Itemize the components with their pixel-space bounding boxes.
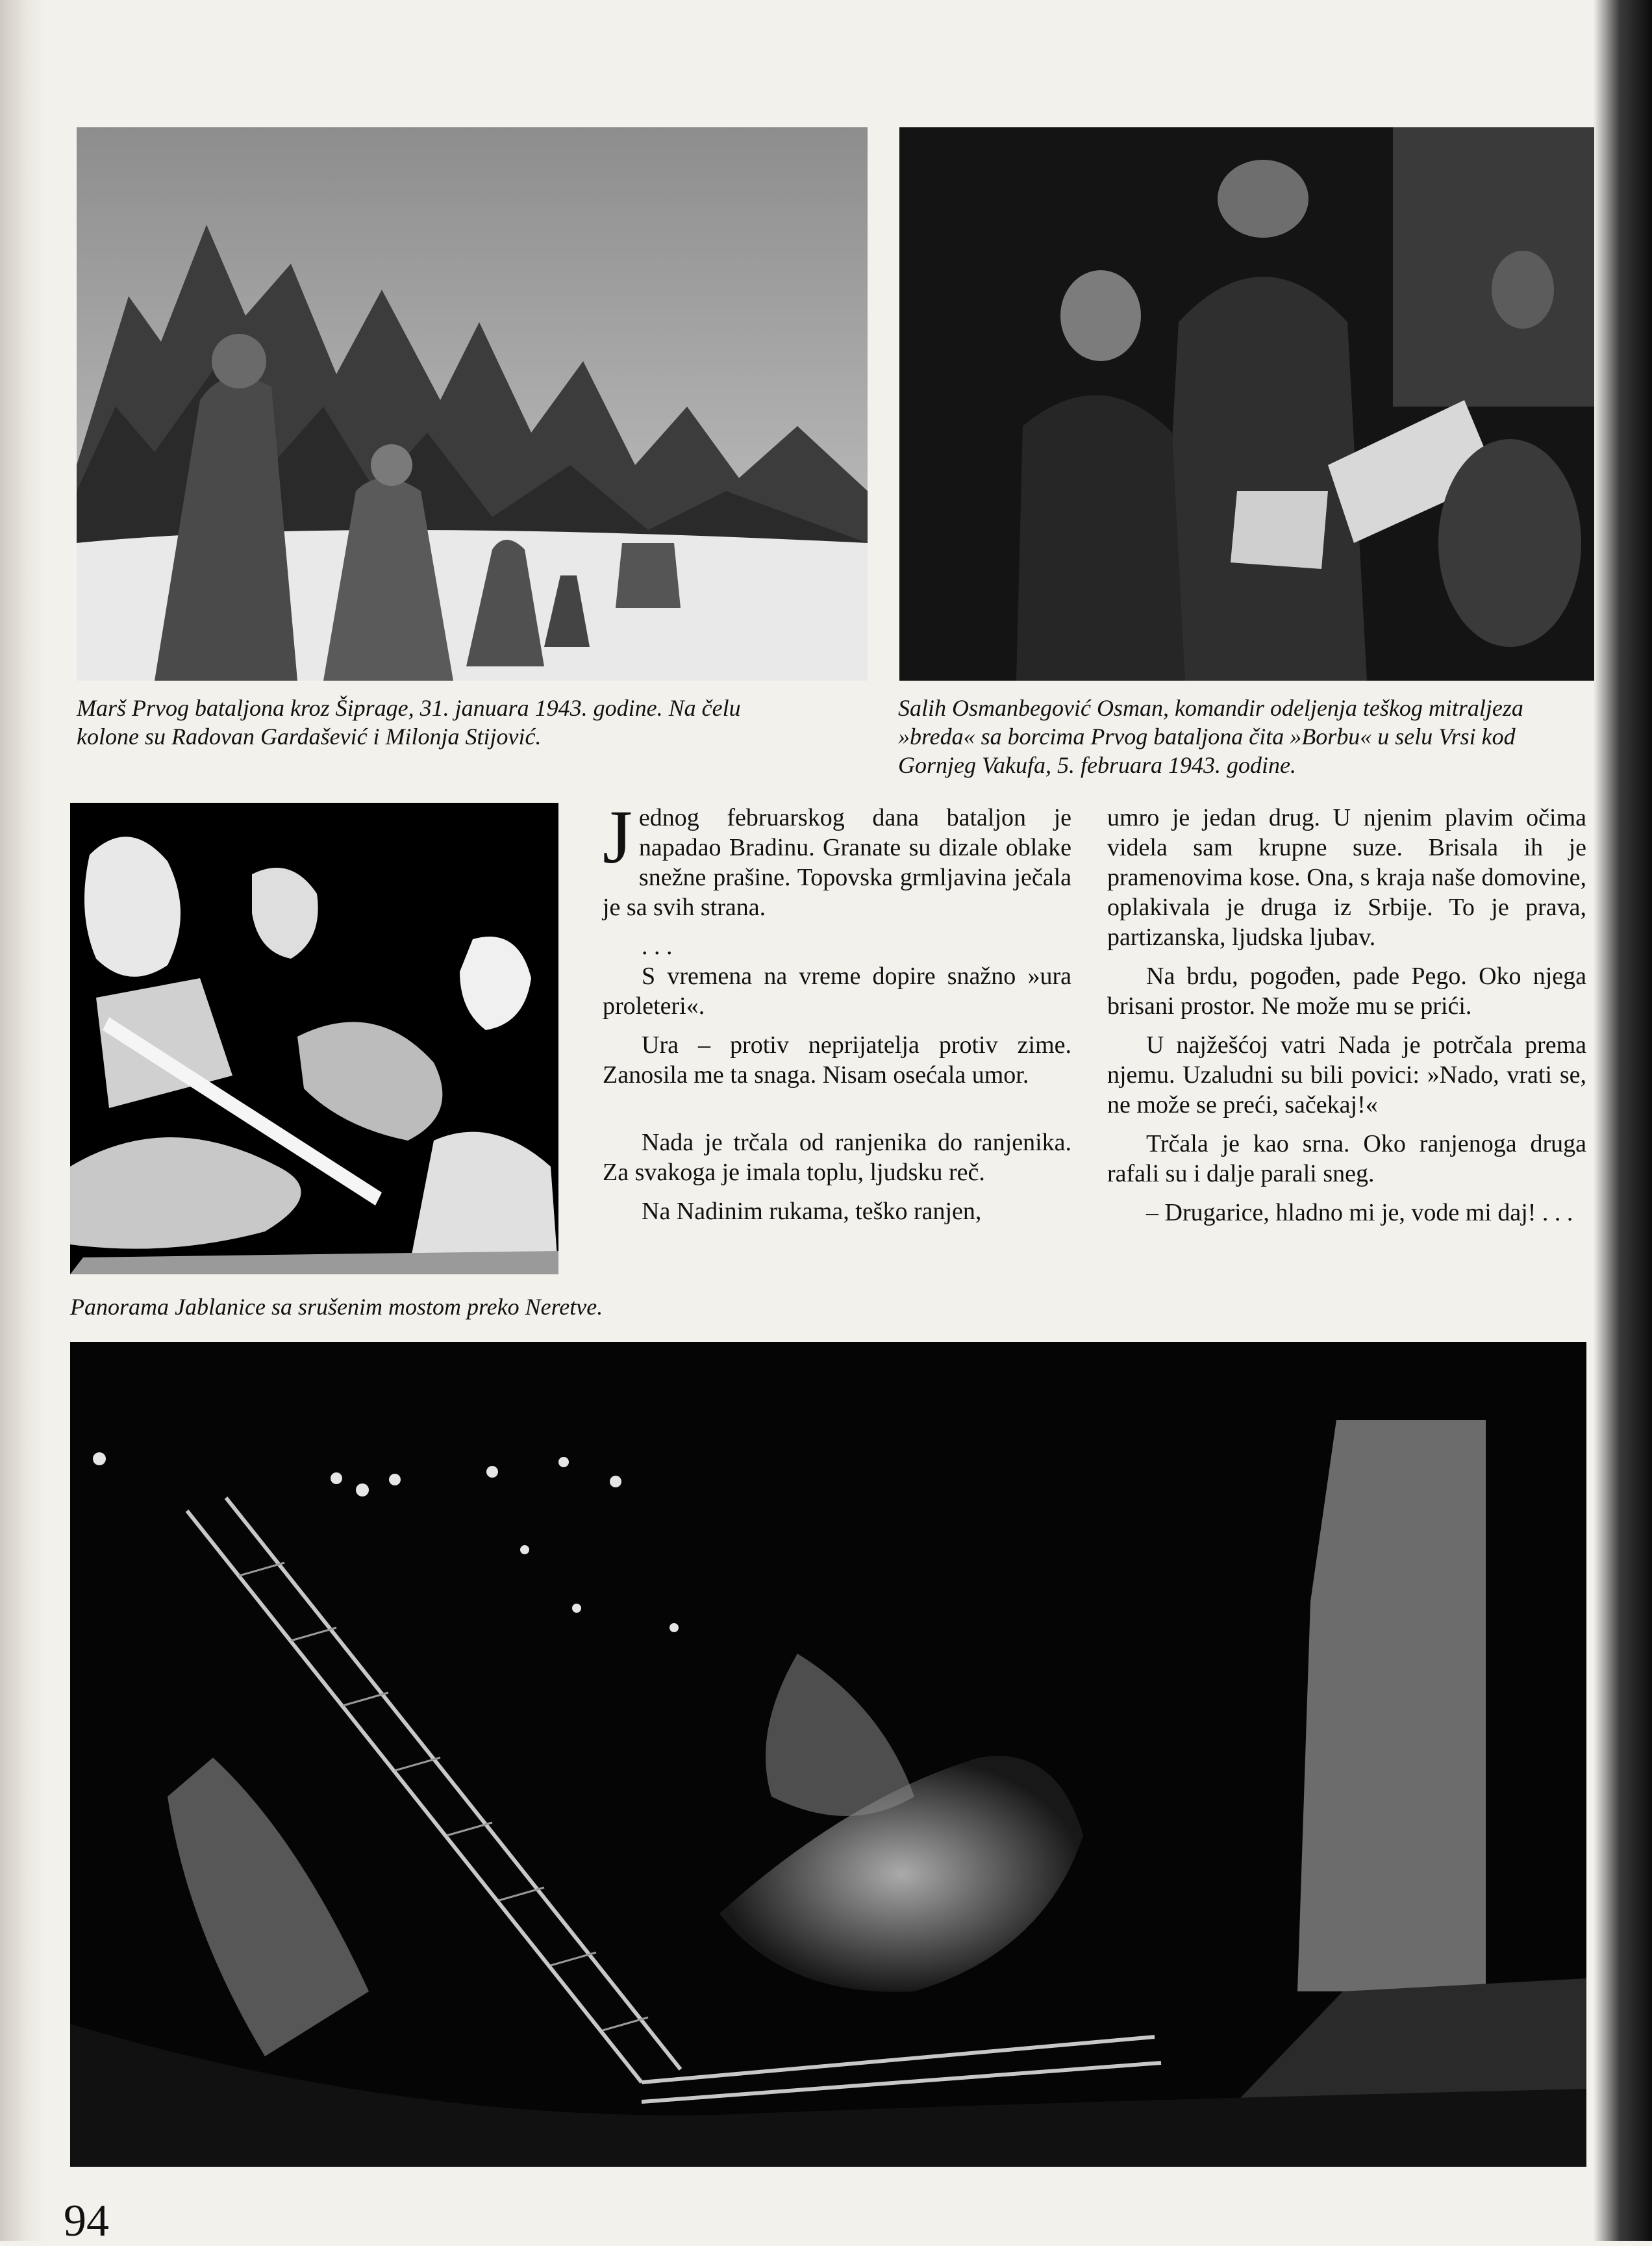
- photo-march-image: [77, 127, 868, 681]
- article-column-2: [1107, 803, 1586, 1237]
- article-text: ednog februarskog dana bataljon je napadao Bradinu. Granate su dizale oblake snežne prašine. Topovska grmljavina ječala je sa svih strana.: [603, 804, 1071, 921]
- caption-reading-line: Salih Osmanbegović Osman, komandir odeljenja teškog mitraljeza: [898, 695, 1523, 721]
- article-paragraph: Ura – protiv neprijatelja protiv zime. Zanosila me ta snaga. Nisam osećala umor.: [603, 1031, 1071, 1089]
- article-paragraph: umro je jedan drug. U njenim plavim očima videla sam krupne suze. Brisala ih je pramenovima kose. Ona, s kraja naše domovine, oplakivala je druga iz Srbije. To je prava, partizanska, ljudska ljubav.: [1107, 804, 1586, 951]
- photo-partisans-image: [70, 803, 558, 1274]
- article-paragraph: S vremena na vreme dopire snažno »ura proleteri«.: [603, 963, 1071, 1020]
- paragraph-gap: [603, 1099, 1071, 1128]
- article-ellipsis: . . .: [642, 933, 673, 960]
- photo-jablanica-bridge: [70, 1342, 1586, 2167]
- caption-reading: [898, 694, 1594, 779]
- caption-march-line: kolone su Radovan Gardašević i Milonja Stijović.: [77, 724, 542, 750]
- photo-march-in-snow: [77, 127, 868, 681]
- article-paragraph: – Drugarice, hladno mi je, vode mi daj! . . .: [1146, 1199, 1573, 1226]
- article-paragraph: U najžešćoj vatri Nada je potrčala prema njemu. Uzaludni su bili povici: »Nado, vrati se, ne može se preći, sačekaj!«: [1107, 1031, 1586, 1118]
- caption-march-line: Marš Prvog bataljona kroz Šiprage, 31. januara 1943. godine. Na čelu: [77, 695, 741, 721]
- page-gutter-shadow: [0, 0, 45, 2241]
- caption-panorama-text: Panorama Jablanice sa srušenim mostom preko Neretve.: [70, 1294, 603, 1320]
- caption-march: [77, 694, 868, 751]
- article-paragraph: Na Nadinim rukama, teško ranjen,: [642, 1198, 982, 1225]
- caption-panorama: [70, 1293, 720, 1321]
- caption-reading-line: »breda« sa borcima Prvog bataljona čita »Borbu« u selu Vrsi kod: [898, 724, 1516, 750]
- photo-reading-borba: [899, 127, 1594, 681]
- article-column-1: [603, 794, 1071, 1235]
- article-paragraph: Trčala je kao srna. Oko ranjenoga druga rafali su i dalje parali sneg.: [1107, 1130, 1586, 1187]
- drop-cap: J: [603, 794, 632, 879]
- article-paragraph: Na brdu, pogođen, pade Pego. Oko njega brisani prostor. Ne može mu se prići.: [1107, 963, 1586, 1020]
- page-number: 94: [64, 2196, 109, 2246]
- article-paragraph: Nada je trčala od ranjenika do ranjenika. Za svakoga je imala toplu, ljudsku reč.: [603, 1129, 1071, 1186]
- photo-reading-image: [899, 127, 1594, 681]
- caption-reading-line: Gornjeg Vakufa, 5. februara 1943. godine.: [898, 752, 1296, 778]
- article-paragraph: [603, 794, 1071, 922]
- page-edge: [1594, 0, 1652, 2241]
- photo-bridge-image: [70, 1342, 1586, 2167]
- photo-partisans-group: [70, 803, 558, 1274]
